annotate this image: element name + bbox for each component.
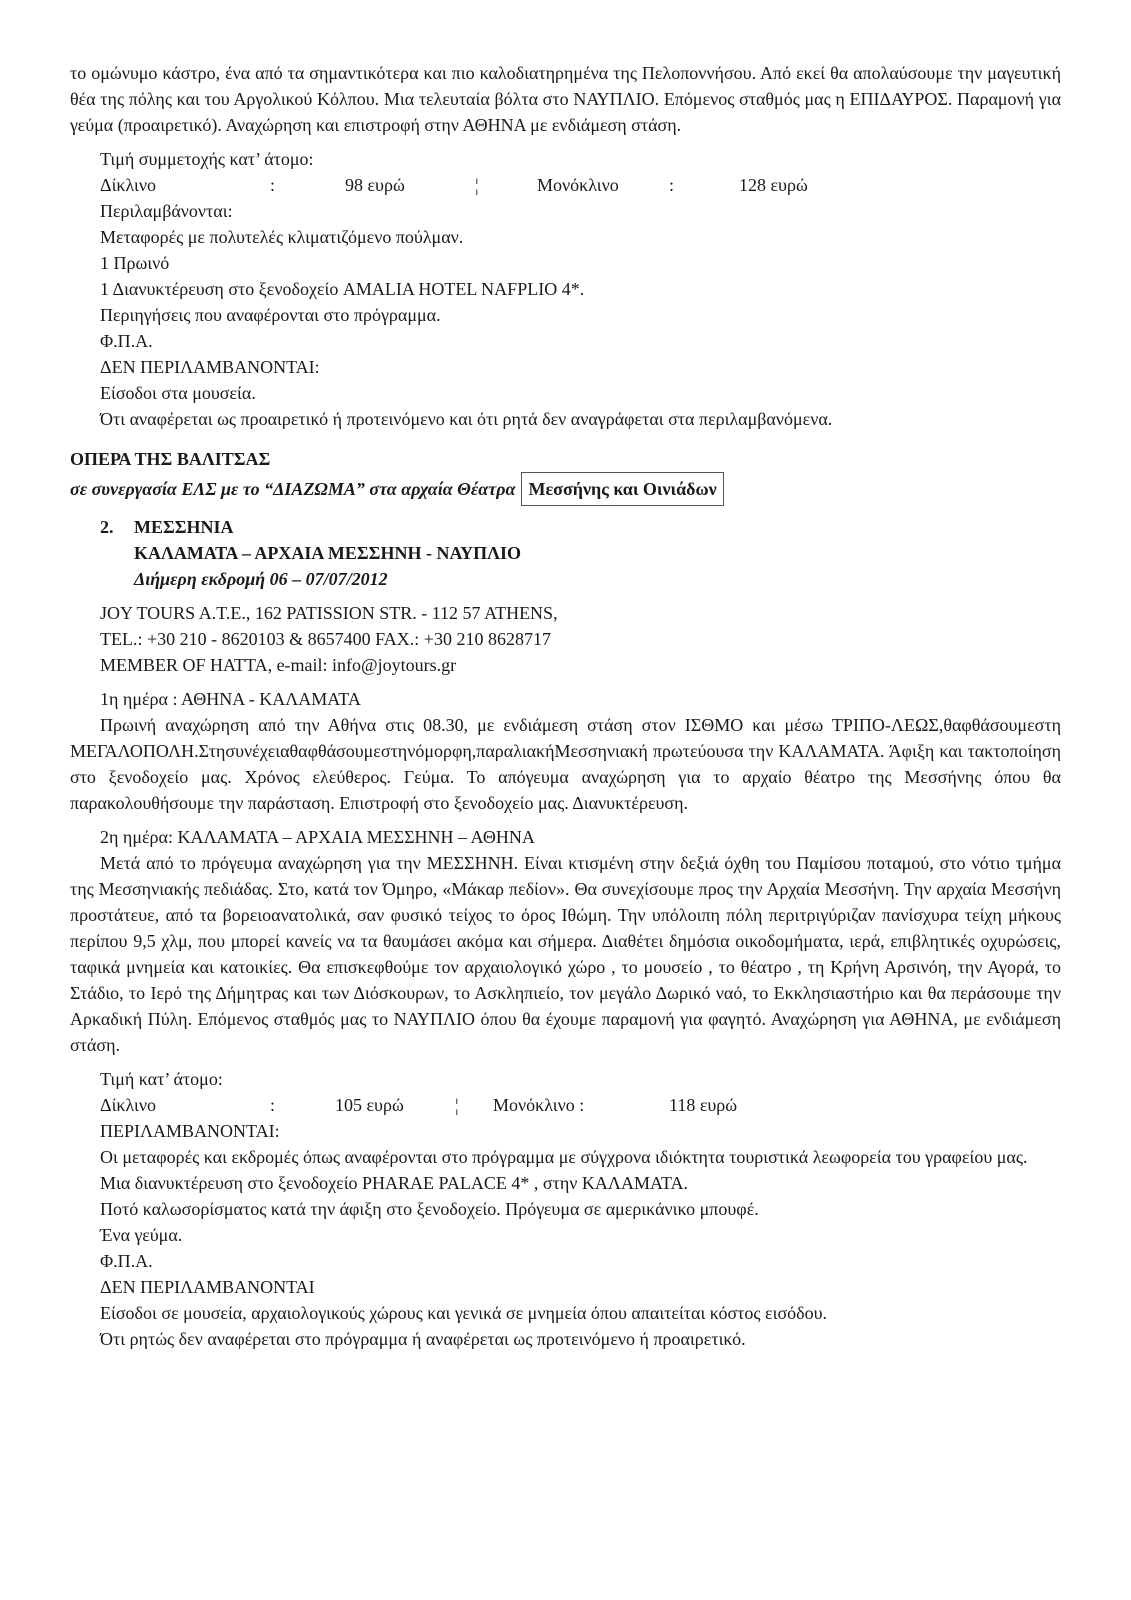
double-room-price: 105 ευρώ [335, 1095, 404, 1115]
trip2-dates: Διήμερη εκδρομή 06 – 07/07/2012 [134, 569, 388, 589]
included-item: Οι μεταφορές και εκδρομές όπως αναφέρονται στο πρόγραμμα με σύγχρονα ιδιόκτητα τουριστικά λεωφορεία του γραφείου μας. [100, 1147, 1028, 1167]
included-item: 1 Διανυκτέρευση στο ξενοδοχείο AMALIA HOTEL NAFPLIO 4*. [100, 279, 585, 299]
trip2-header [70, 514, 1061, 592]
double-room-label: Δίκλινο [100, 1095, 156, 1115]
trip2-included-list [70, 1170, 1061, 1352]
excluded-item: Ότι ρητώς δεν αναφέρεται στο πρόγραμμα ή αναφέρεται ως προτεινόμενο ή προαιρετικό. [100, 1329, 746, 1349]
trip2-price-row [100, 1092, 1061, 1118]
included-item: 1 Πρωινό [100, 253, 170, 273]
trip1-price-heading: Τιμή συμμετοχής κατ’ άτομο: [100, 149, 314, 169]
price-separator: ¦ [475, 175, 479, 195]
opera-title: ΟΠΕΡΑ ΤΗΣ ΒΑΛΙΤΣΑΣ [70, 449, 271, 469]
trip2-number: 2. [100, 517, 114, 537]
trip2-excluded-heading: ΔΕΝ ΠΕΡΙΛΑΜΒΑΝΟΝΤΑΙ [100, 1277, 315, 1297]
trip1-included-heading: Περιλαμβάνονται: [100, 201, 233, 221]
included-item: Φ.Π.Α. [100, 331, 153, 351]
agency-info [70, 600, 1061, 678]
trip2-region: ΜΕΣΣΗΝΙΑ [134, 517, 234, 537]
day1-title: 1η ημέρα : ΑΘΗΝΑ - ΚΑΛΑΜΑΤΑ [100, 689, 361, 709]
excluded-item: Ότι αναφέρεται ως προαιρετικό ή προτεινόμενο και ότι ρητά δεν αναγράφεται στα περιλαμβανόμενα. [100, 409, 833, 429]
intro-paragraph: το ομώνυμο κάστρο, ένα από τα σημαντικότερα και πιο καλοδιατηρημένα της Πελοποννήσου. Από εκεί θα απολαύσουμε την μαγευτική θέα της πόλης και του Αργολικού Κόλπου. Μια τελευταία βόλτα στο ΝΑΥΠΛΙΟ. Επόμενος σταθμός μας η ΕΠΙΔΑΥΡΟΣ. Παραμονή για γεύμα (προαιρετικό). Αναχώρηση και επιστροφή στην ΑΘΗΝΑ με ενδιάμεση στάση. [70, 63, 1061, 135]
double-room-colon: : [270, 175, 276, 195]
double-room-price: 98 ευρώ [345, 175, 405, 195]
day1-text: Πρωινή αναχώρηση από την Αθήνα στις 08.30, με ενδιάμεση στάση στον ΙΣΘΜΟ και μέσω ΤΡΙΠΟ-ΛΕΩΣ,θαφθάσουμεστη ΜΕΓΑΛΟΠΟΛΗ.Στησυνέχειαθαφθάσουμεστηνόμορφη,παραλιακήΜεσσηνιακή πρωτεύουσα την ΚΑΛΑΜΑΤΑ. Άφιξη και τακτοποίηση στο ξενοδοχείο μας. Χρόνος ελεύθερος. Γεύμα. Το απόγευμα αναχώρηση για το αρχαίο θέατρο της Μεσσήνης όπου θα παρακολουθήσουμε την παράσταση. Επιστροφή στο ξενοδοχείο μας. Διανυκτέρευση. [70, 715, 1061, 813]
included-item: Περιηγήσεις που αναφέρονται στο πρόγραμμα. [100, 305, 441, 325]
price-separator: ¦ [455, 1095, 459, 1115]
included-item: Ποτό καλωσορίσματος κατά την άφιξη στο ξενοδοχείο. Πρόγευμα σε αμερικάνικο μπουφέ. [100, 1199, 759, 1219]
single-room-label: Μονόκλινο [537, 175, 619, 195]
single-room-price: 128 ευρώ [739, 175, 808, 195]
trip2-pricing [70, 1066, 1061, 1144]
excluded-item: Είσοδοι σε μουσεία, αρχαιολογικούς χώρους και γενικά σε μνημεία όπου απαιτείται κόστος εισόδου. [100, 1303, 828, 1323]
opera-subtitle-line [70, 472, 1061, 506]
opera-theatres-box: Μεσσήνης και Οινιάδων [521, 472, 723, 506]
excluded-item: Είσοδοι στα μουσεία. [100, 383, 256, 403]
trip2-price-heading: Τιμή κατ’ άτομο: [100, 1069, 223, 1089]
trip2-region-line [100, 514, 1061, 540]
agency-address: JOY TOURS A.T.E., 162 PATISSION STR. - 112 57 ATHENS, [100, 603, 558, 623]
single-room-price: 118 ευρώ [669, 1095, 738, 1115]
trip2-route: ΚΑΛΑΜΑΤΑ – ΑΡΧΑΙΑ ΜΕΣΣΗΝΗ - ΝΑΥΠΛΙΟ [134, 543, 522, 563]
day2-title: 2η ημέρα: ΚΑΛΑΜΑΤΑ – ΑΡΧΑΙΑ ΜΕΣΣΗΝΗ – ΑΘΗΝΑ [100, 827, 535, 847]
agency-email: MEMBER OF HATTA, e-mail: info@joytours.gr [100, 655, 457, 675]
trip2-included-heading: ΠΕΡΙΛΑΜΒΑΝΟΝΤΑΙ: [100, 1121, 280, 1141]
day2-text: Μετά από το πρόγευμα αναχώρηση για την ΜΕΣΣΗΝΗ. Είναι κτισμένη στην δεξιά όχθη του Παμίσου ποταμού, στο νότιο τμήμα της Μεσσηνιακής πεδιάδας. Στο, κατά τον Όμηρο, «Μάκαρ πεδίον». Θα συνεχίσουμε προς την Αρχαία Μεσσήνη. Την αρχαία Μεσσήνη προστάτευε, από τα βορειοανατολικά, σαν φυσικό τείχος το όρος Ιθώμη. Την υπόλοιπη πόλη περιτριγύριζαν πανίσχυρα τείχη μήκους περίπου 9,5 χλμ, που μπορεί κανείς να τα θαυμάσει ακόμα και σήμερα. Διαθέτει δημόσια οικοδομήματα, ιερά, επιβλητικές οχυρώσεις, ταφικά μνημεία και κατοικίες. Θα επισκεφθούμε τον αρχαιολογικό χώρο , το μουσείο , το θέατρο , τη Κρήνη Αρσινόη, την Αγορά, το Στάδιο, το Ιερό της Δήμητρας και των Διόσκουρων, το Ασκληπιείο, τον μεγάλο Δωρικό ναό, το Εκκλησιαστήριο και θα περάσουμε την Αρκαδική Πύλη. Επόμενος σταθμός μας το ΝΑΥΠΛΙΟ όπου θα έχουμε παραμονή για φαγητό. Αναχώρηση για ΑΘΗΝΑ, με ενδιάμεση στάση. [70, 853, 1061, 1055]
included-item: Μεταφορές με πολυτελές κλιματιζόμενο πούλμαν. [100, 227, 464, 247]
trip1-excluded-heading: ΔΕΝ ΠΕΡΙΛΑΜΒΑΝΟΝΤΑΙ: [100, 357, 320, 377]
single-room-label: Μονόκλινο : [493, 1095, 585, 1115]
single-room-colon: : [669, 175, 675, 195]
double-room-colon: : [270, 1095, 276, 1115]
trip1-pricing [70, 146, 1061, 432]
included-item: Ένα γεύμα. [100, 1225, 183, 1245]
double-room-label: Δίκλινο [100, 175, 156, 195]
trip1-price-row [100, 172, 1061, 198]
opera-subtitle: σε συνεργασία ΕΛΣ με το “ΔΙΑΖΩΜΑ” στα αρχαία Θέατρα [70, 479, 516, 499]
agency-phone: TEL.: +30 210 - 8620103 & 8657400 FAX.: +30 210 8628717 [100, 629, 551, 649]
included-item: Φ.Π.Α. [100, 1251, 153, 1271]
included-item: Μια διανυκτέρευση στο ξενοδοχείο PHARAE PALACE 4* , στην ΚΑΛΑΜΑΤΑ. [100, 1173, 689, 1193]
